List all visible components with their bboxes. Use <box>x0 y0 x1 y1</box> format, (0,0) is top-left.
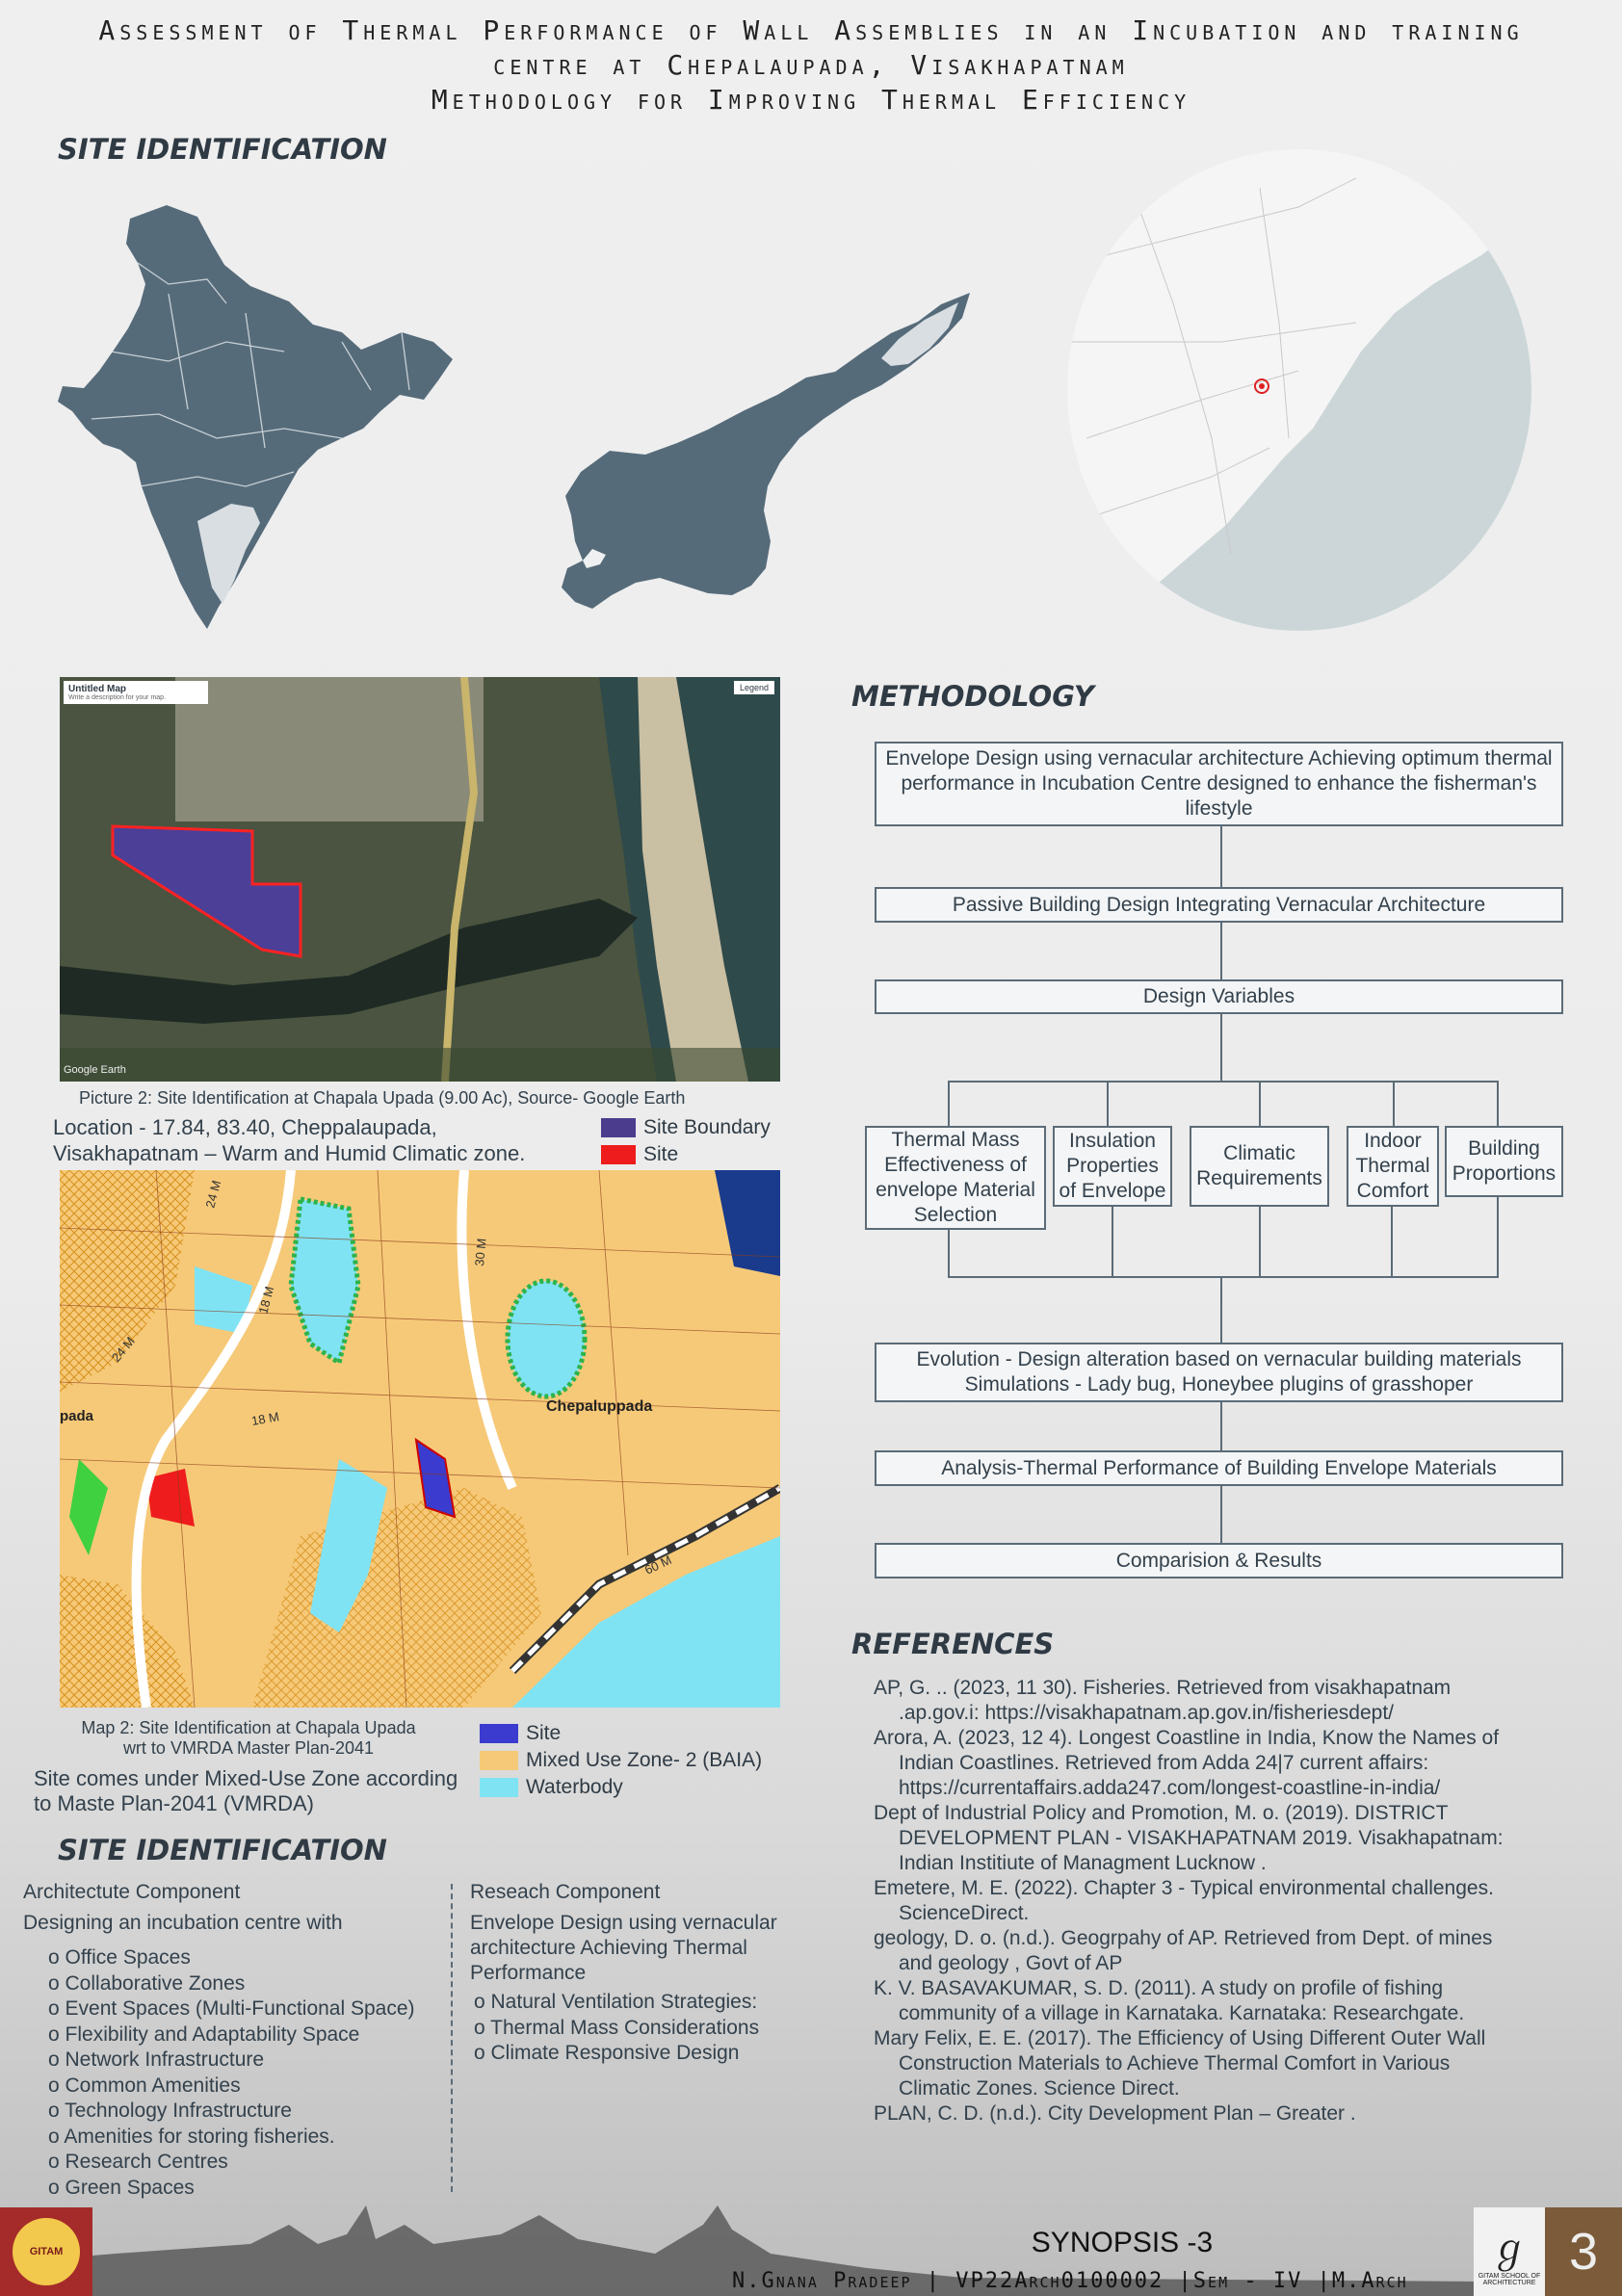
site-swatch <box>601 1145 636 1164</box>
list-item: o Network Infrastructure <box>48 2048 447 2074</box>
title-line-1: Assessment of Thermal Performance of Wall Assemblies in an Incubation and training <box>98 14 1524 46</box>
poster-title <box>0 13 1622 117</box>
india-map <box>53 197 458 636</box>
google-earth-watermark: Google Earth <box>64 1064 126 1076</box>
method-box-design-variables: Design Variables <box>875 979 1563 1014</box>
legend-mixed-use: Mixed Use Zone- 2 (BAIA) <box>480 1749 762 1772</box>
list-item: o Technology Infrastructure <box>48 2099 447 2125</box>
references-heading: REFERENCES <box>851 1628 1055 1660</box>
master-plan-drawing <box>60 1170 780 1708</box>
architecture-component <box>23 1880 447 2201</box>
synopsis-label: SYNOPSIS -3 <box>1031 2227 1214 2258</box>
satellite-caption: Picture 2: Site Identification at Chapala Upada (9.00 Ac), Source- Google Earth <box>79 1088 686 1108</box>
road-label-18m: 18 M <box>255 1284 277 1316</box>
page-number: 3 <box>1545 2207 1622 2296</box>
map-title-card <box>64 681 208 704</box>
waterbody-swatch <box>480 1778 518 1797</box>
title-line-2: centre at Chepalaupada, Visakhapatnam <box>493 49 1129 81</box>
variable-thermal-mass: Thermal Mass Effectiveness of envelope Material Selection <box>865 1126 1046 1230</box>
mixed-use-swatch <box>480 1751 518 1770</box>
master-plan-map <box>60 1170 780 1708</box>
reference-item: Dept of Industrial Policy and Promotion, M. o. (2019). DISTRICT DEVELOPMENT PLAN - VISAKHAPATNAM 2019. Visakhapatnam: Indian Institiute of Managment Lucknow . <box>874 1802 1504 1874</box>
master-plan-caption: Map 2: Site Identification at Chapala Upada wrt to VMRDA Master Plan-2041 <box>81 1718 416 1758</box>
map-legend-button[interactable]: Legend <box>734 681 774 694</box>
variable-indoor-comfort: Indoor Thermal Comfort <box>1347 1126 1439 1207</box>
methodology-heading: METHODOLOGY <box>851 680 1094 713</box>
reference-item: Emetere, M. E. (2022). Chapter 3 - Typical environmental challenges. ScienceDirect. <box>874 1877 1494 1924</box>
references-list <box>874 1676 1509 2126</box>
research-heading: Reseach Component <box>470 1881 661 1903</box>
architecture-intro: Designing an incubation centre with <box>23 1912 343 1934</box>
legend-site-mp: Site <box>480 1722 762 1745</box>
andhra-pradesh-map <box>554 289 978 612</box>
satellite-scene <box>60 677 780 1082</box>
road-label-60m: 60 M <box>641 1552 674 1578</box>
architecture-heading: Architectute Component <box>23 1881 241 1903</box>
list-item: o Climate Responsive Design <box>474 2041 817 2067</box>
legend-site-boundary: Site Boundary <box>601 1116 771 1139</box>
method-box-evolution: Evolution - Design alteration based on vernacular building materials Simulations - Lady bug, Honeybee plugins of grasshoper <box>875 1343 1563 1402</box>
research-list <box>474 1990 817 2067</box>
list-item: o Office Spaces <box>48 1945 447 1971</box>
road-label-24m-a: 24 M <box>202 1178 224 1210</box>
column-divider <box>451 1884 453 2192</box>
road-label-18m-b: 18 M <box>249 1409 280 1428</box>
site-swatch-mp <box>480 1724 518 1743</box>
site-location: Location - 17.84, 83.40, Cheppalaupada, Visakhapatnam – Warm and Humid Climatic zone. <box>53 1115 526 1165</box>
reference-item: K. V. BASAVAKUMAR, S. D. (2011). A study on profile of fishing community of a village in Karnataka. Karnataka: Researchgate. <box>874 1977 1465 2024</box>
list-item: o Natural Ventilation Strategies: <box>474 1990 817 2016</box>
road-label-30m: 30 M <box>472 1238 489 1267</box>
reference-item: AP, G. .. (2023, 11 30). Fisheries. Retrieved from visakhapatnam .ap.gov.i: https://visakhapatnam.ap.gov.in/fisheriesdept/ <box>874 1677 1452 1724</box>
architecture-list <box>48 1945 447 2201</box>
list-item: o Common Amenities <box>48 2074 447 2100</box>
zone-note: Site comes under Mixed-Use Zone according to Maste Plan-2041 (VMRDA) <box>34 1766 458 1815</box>
legend-site: Site <box>601 1143 771 1166</box>
legend-waterbody: Waterbody <box>480 1776 762 1799</box>
list-item: o Collaborative Zones <box>48 1971 447 1997</box>
title-line-3: Methodology for Improving Thermal Efficiency <box>431 84 1191 116</box>
method-box-envelope: Envelope Design using vernacular architecture Achieving optimum thermal performance in Incubation Centre designed to enhance the fisherman's lifestyle <box>875 742 1563 826</box>
research-intro: Envelope Design using vernacular architecture Achieving Thermal Performance <box>470 1912 777 1984</box>
satellite-image <box>60 677 780 1082</box>
list-item: o Flexibility and Adaptability Space <box>48 2022 447 2048</box>
research-component <box>470 1880 817 2067</box>
method-box-passive: Passive Building Design Integrating Vernacular Architecture <box>875 887 1563 923</box>
list-item: o Green Spaces <box>48 2176 447 2202</box>
master-plan-legend <box>480 1722 762 1799</box>
coastline-shape <box>1067 149 1531 631</box>
reference-item: Mary Felix, E. E. (2017). The Efficiency of Using Different Outer Wall Construction Materials to Achieve Thermal Comfort in Various Climatic Zones. Science Direct. <box>874 2027 1486 2100</box>
map-subtitle: Write a description for your map. <box>68 694 167 701</box>
region-locator-map <box>1067 149 1531 631</box>
variable-climatic: Climatic Requirements <box>1190 1126 1329 1207</box>
method-box-analysis: Analysis-Thermal Performance of Building Envelope Materials <box>875 1450 1563 1486</box>
reference-item: PLAN, C. D. (n.d.). City Development Plan – Greater . <box>874 2102 1356 2125</box>
site-identification-heading: SITE IDENTIFICATION <box>58 133 387 166</box>
place-label-pada: pada <box>60 1408 94 1424</box>
list-item: o Research Centres <box>48 2150 447 2176</box>
list-item: o Thermal Mass Considerations <box>474 2016 817 2042</box>
reference-item: Arora, A. (2023, 12 4). Longest Coastline in India, Know the Names of Indian Coastlines. Retrieved from Adda 24|7 current affairs: https://currentaffairs.adda247.com/longest-coastline-in-india/ <box>874 1727 1500 1799</box>
method-box-results: Comparision & Results <box>875 1543 1563 1578</box>
school-logo: ℊ GITAM SCHOOL OF ARCHITECTURE <box>1474 2207 1545 2296</box>
school-logo-mark: ℊ <box>1490 2226 1529 2271</box>
site-identification-heading-2: SITE IDENTIFICATION <box>58 1834 387 1866</box>
list-item: o Event Spaces (Multi-Functional Space) <box>48 1996 447 2022</box>
variable-insulation: Insulation Properties of Envelope <box>1053 1126 1172 1207</box>
author-credits: N.Gnana Pradeep | VP22Arch0100002 |Sem - IV |M.Arch <box>732 2269 1408 2293</box>
road-label-24m-b: 24 M <box>108 1334 138 1365</box>
site-boundary-swatch <box>601 1118 636 1137</box>
gitam-logo: GITAM <box>0 2207 92 2296</box>
satellite-legend <box>601 1116 771 1166</box>
list-item: o Amenities for storing fisheries. <box>48 2125 447 2151</box>
map-title: Untitled Map <box>68 684 126 694</box>
reference-item: geology, D. o. (n.d.). Geogrpahy of AP. Retrieved from Dept. of mines and geology , Govt of AP <box>874 1927 1493 1974</box>
place-label-chepaluppada: Chepaluppada <box>546 1398 653 1415</box>
variable-building-proportions: Building Proportions <box>1445 1126 1563 1197</box>
